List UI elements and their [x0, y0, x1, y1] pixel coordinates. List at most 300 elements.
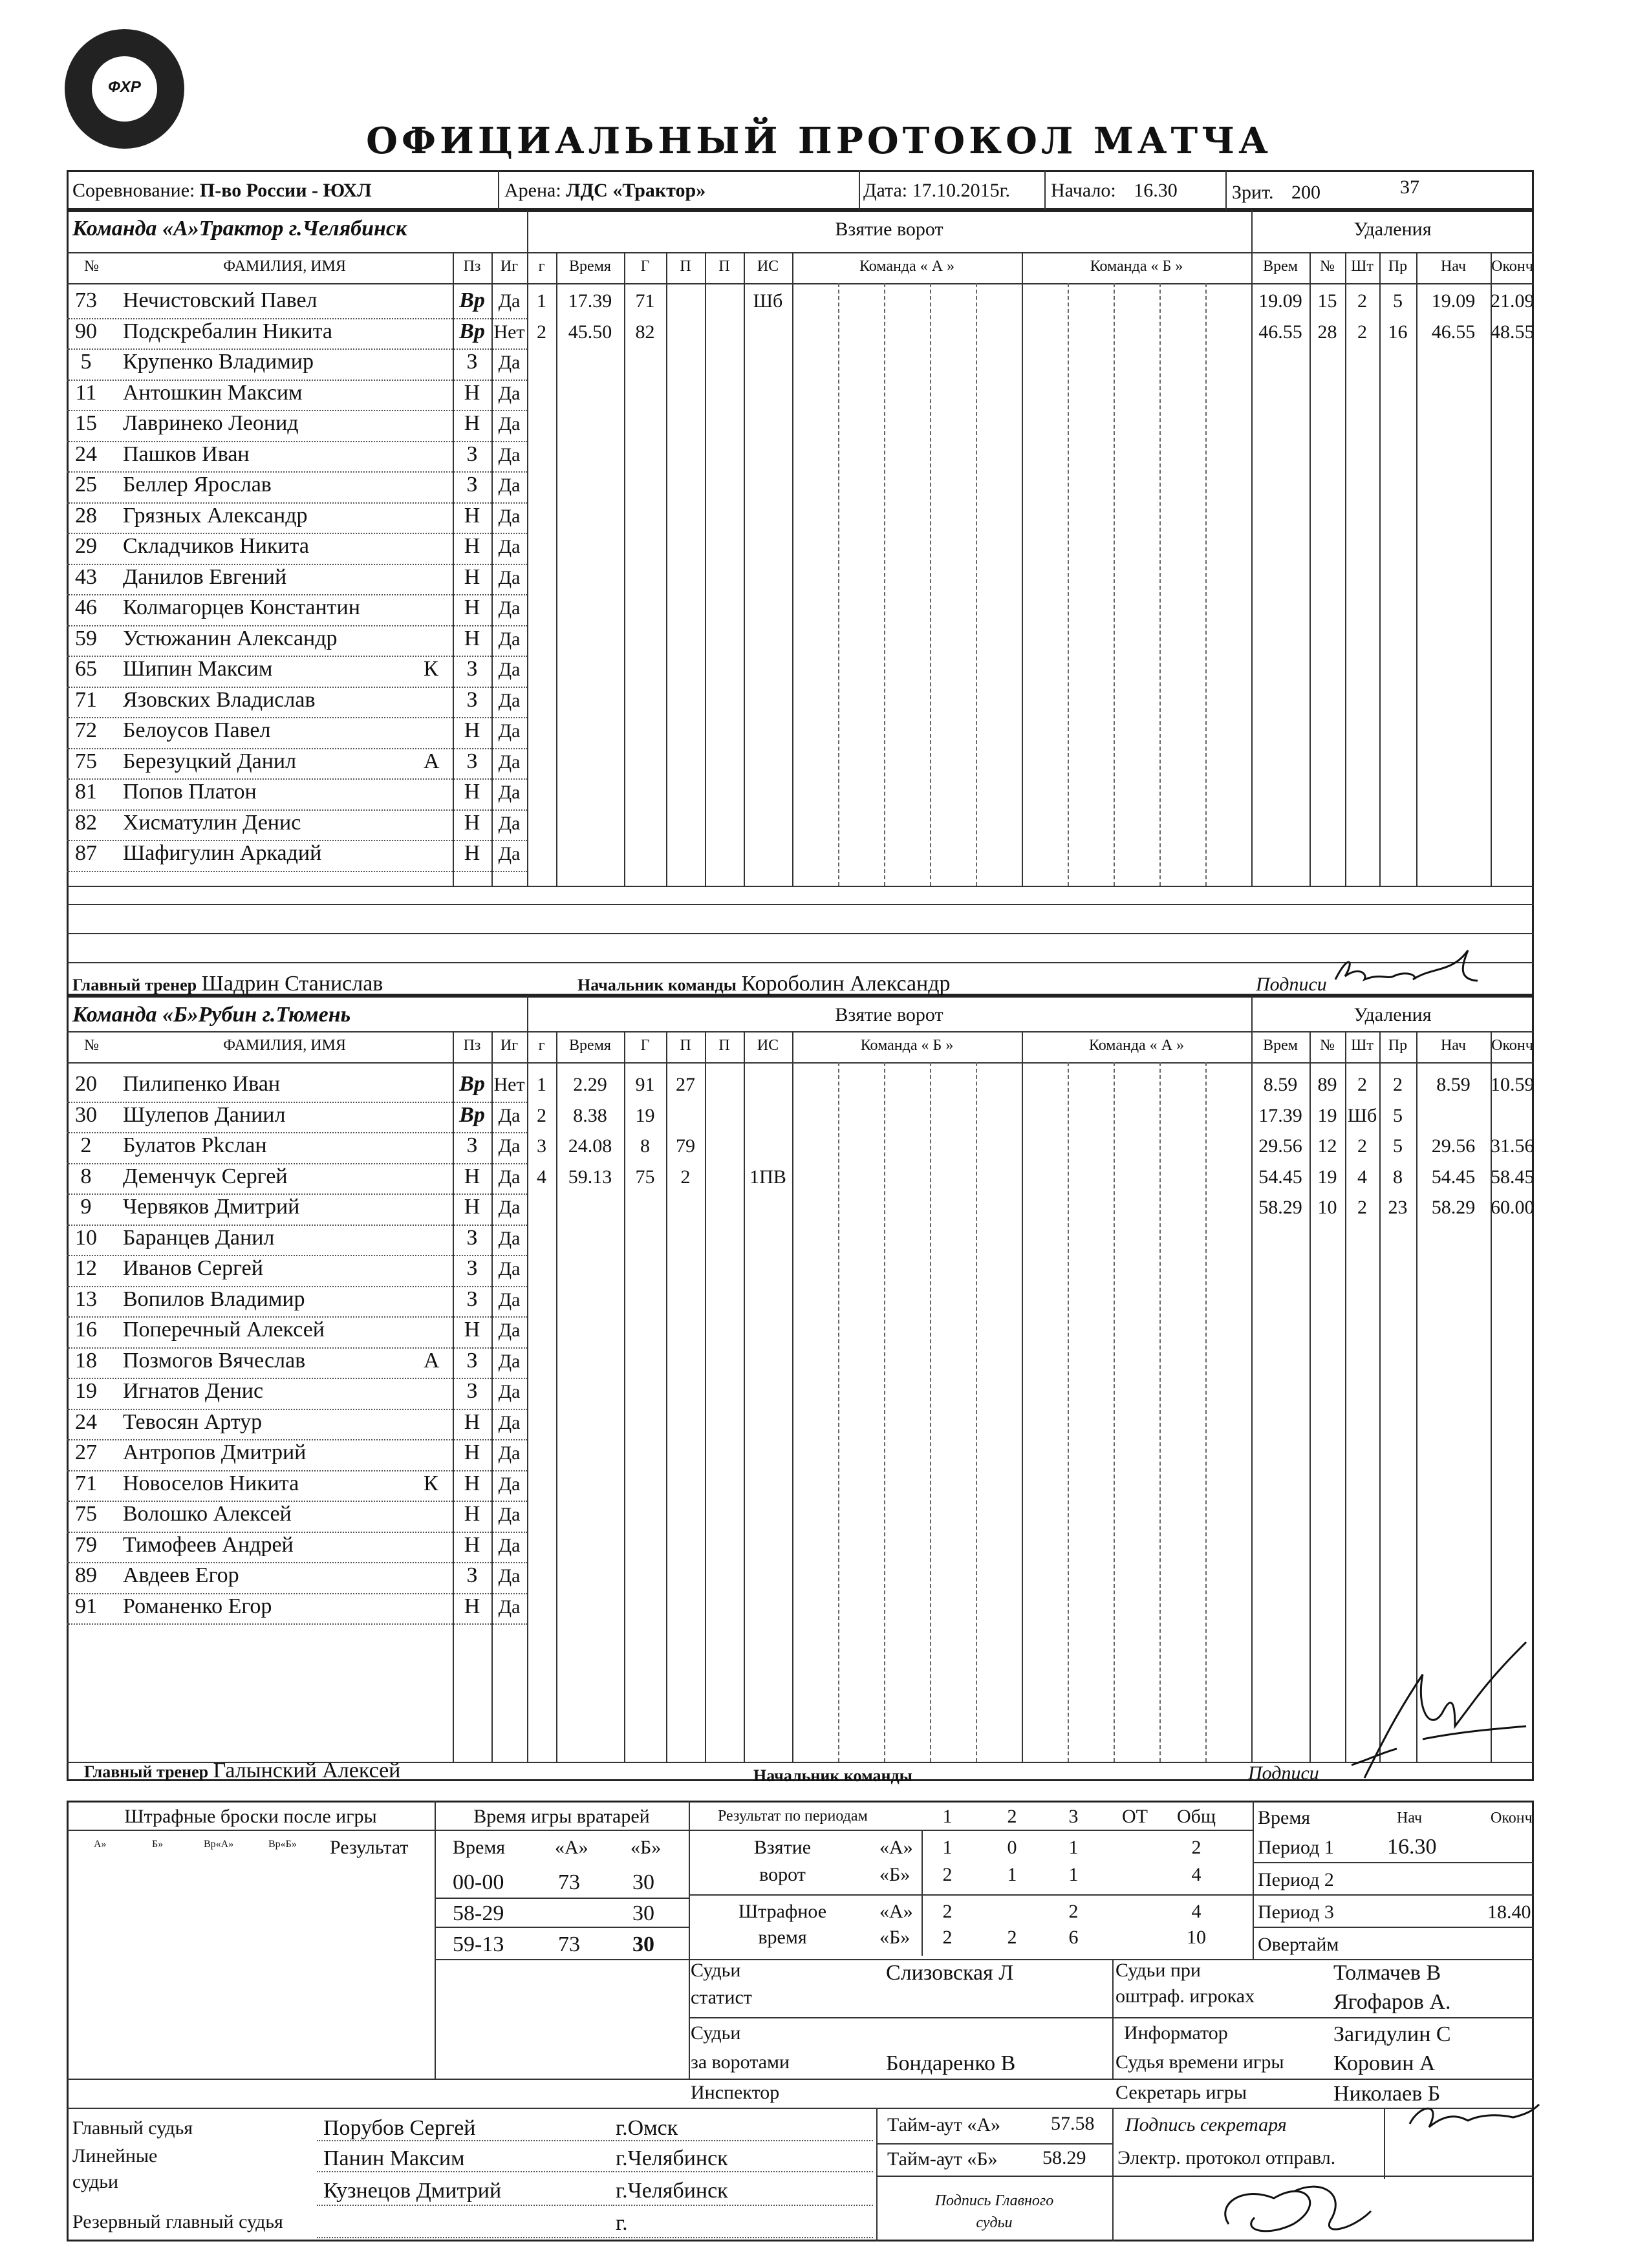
- e-protocol-label: Электр. протокол отправл.: [1117, 2147, 1336, 2168]
- col-header-pen-time: Врем: [1263, 258, 1298, 275]
- period-value-pen_a: 4: [1191, 1901, 1202, 1922]
- col-header-p1: П: [680, 258, 691, 275]
- player-name: Крупенко Владимир: [123, 350, 314, 374]
- player-role: А: [424, 1348, 440, 1373]
- player-position: З: [466, 749, 478, 773]
- col-header-pen-start: Нач: [1440, 258, 1467, 275]
- player-number: 87: [75, 841, 97, 865]
- secretary-signature-icon: [1403, 2098, 1546, 2143]
- secretary-sign-label: Подпись секретаря: [1125, 2114, 1287, 2135]
- start-label: Начало:: [1051, 180, 1116, 201]
- penalty-reason: 2: [1393, 1074, 1403, 1095]
- goalie-row-time: 58-29: [453, 1901, 504, 1925]
- player-number: 82: [75, 810, 97, 835]
- team-b-sign-label: Подписи: [1248, 1762, 1319, 1784]
- grid-dash: [1068, 283, 1069, 886]
- player-position: З: [466, 1225, 478, 1250]
- grid-dash: [1205, 1062, 1207, 1762]
- player-name: Позмогов Вячеслав: [123, 1348, 306, 1373]
- player-played: Да: [498, 1227, 521, 1249]
- goal-assist-1: 79: [676, 1135, 695, 1157]
- player-position: Н: [464, 503, 480, 528]
- player-position: Н: [464, 1502, 480, 1526]
- penalty-time: 46.55: [1258, 321, 1302, 343]
- col-header-is: ИС: [757, 258, 779, 275]
- spectators: 200: [1291, 182, 1320, 203]
- player-position: Вр: [459, 288, 485, 312]
- player-position: Н: [464, 411, 480, 435]
- col-header-pen-sht: Шт: [1351, 258, 1374, 275]
- goal-number: 3: [537, 1135, 546, 1157]
- player-played: Да: [498, 628, 521, 650]
- period-value-pen_a: 2: [1068, 1901, 1079, 1922]
- goalie-col-time: Время: [453, 1837, 506, 1858]
- period-team-label: «Б»: [879, 1864, 911, 1885]
- player-position: З: [466, 1287, 478, 1311]
- grid-line: [744, 252, 745, 886]
- timeout-b-label: Тайм-аут «Б»: [887, 2148, 998, 2170]
- penalty-reason: 5: [1393, 1104, 1403, 1126]
- grid-dash: [884, 283, 885, 886]
- grid-line: [705, 1031, 706, 1762]
- col-header-p1: П: [680, 1037, 691, 1054]
- timeout-b: 58.29: [1042, 2147, 1086, 2168]
- line-referee-2: Кузнецов Дмитрий: [323, 2179, 502, 2203]
- player-number: 13: [75, 1287, 97, 1311]
- player-name: Данилов Евгений: [123, 564, 287, 589]
- goalie-row-a: 73: [558, 1870, 580, 1894]
- period-value-pen_b: 2: [942, 1927, 953, 1948]
- period-value-goals_a: 1: [942, 1837, 953, 1858]
- player-played: Да: [498, 597, 521, 619]
- timekeeper: Коровин А: [1333, 2051, 1436, 2075]
- penalty-time: 58.29: [1258, 1197, 1302, 1218]
- arena: ЛДС «Трактор»: [566, 180, 706, 201]
- player-role: К: [424, 657, 438, 681]
- player-played: Да: [498, 659, 521, 680]
- player-played: Да: [498, 751, 521, 773]
- main-ref-sign-label-1: Подпись Главного: [934, 2192, 1054, 2209]
- pen-box-label-1: Судьи при: [1115, 1960, 1201, 1981]
- goalie-row-a: 73: [558, 1932, 580, 1956]
- player-name: Баранцев Данил: [123, 1225, 275, 1250]
- player-position: Н: [464, 1318, 480, 1342]
- goal-scorer: 8: [640, 1135, 650, 1157]
- timekeeper-label: Судья времени игры: [1115, 2051, 1284, 2073]
- player-name: Хисматулин Денис: [123, 810, 301, 835]
- player-position: Вр: [459, 319, 485, 343]
- player-number: 71: [75, 687, 97, 712]
- period-col-4: Общ: [1176, 1806, 1216, 1827]
- page-title: ОФИЦИАЛЬНЫЙ ПРОТОКОЛ МАТЧА: [366, 120, 1272, 162]
- player-name: Антошкин Максим: [123, 380, 303, 405]
- grid-dash: [930, 1062, 931, 1762]
- player-number: 43: [75, 564, 97, 589]
- line-referees-label-2: судьи: [72, 2171, 119, 2192]
- penalty-player: 12: [1317, 1135, 1337, 1157]
- period-col-2: 3: [1068, 1806, 1079, 1827]
- timetable-row-start: 16.30: [1387, 1835, 1437, 1859]
- player-position: Н: [464, 1409, 480, 1434]
- spectators-label: Зрит.: [1232, 182, 1274, 203]
- period-value-goals_a: 1: [1068, 1837, 1079, 1858]
- player-played: Да: [498, 352, 521, 373]
- player-position: З: [466, 1379, 478, 1403]
- penalty-end: 31.56: [1491, 1135, 1535, 1157]
- player-name: Грязных Александр: [123, 503, 308, 528]
- period-col-3: ОТ: [1122, 1806, 1148, 1827]
- team-a-chief: Короболин Александр: [741, 972, 951, 996]
- player-played: Да: [498, 812, 521, 834]
- penalty-start: 29.56: [1431, 1135, 1476, 1157]
- player-name: Деменчук Сергей: [123, 1164, 288, 1188]
- main-referee-city: г.Омск: [616, 2116, 678, 2140]
- goalie-col-a: «А»: [555, 1837, 588, 1858]
- grid-line: [1022, 252, 1023, 886]
- grid-dash: [838, 283, 839, 886]
- secretary: Николаев Б: [1333, 2082, 1441, 2106]
- periods-title: Результат по периодам: [718, 1808, 868, 1824]
- inspector-label: Инспектор: [691, 2082, 780, 2103]
- line-referee-2-city: г.Челябинск: [616, 2179, 728, 2203]
- col-header-pen-num: №: [1320, 1037, 1335, 1054]
- player-name: Булатов Рkслан: [123, 1133, 267, 1157]
- shootout-col-gk-a: Вр«А»: [204, 1839, 234, 1850]
- date: 17.10.2015г.: [912, 180, 1011, 201]
- period-value-pen_b: 2: [1007, 1927, 1017, 1948]
- player-position: Вр: [459, 1072, 485, 1096]
- penalty-reason: 5: [1393, 290, 1403, 312]
- col-header-pen-pr: Пр: [1388, 1037, 1408, 1054]
- player-name: Подскребалин Никита: [123, 319, 332, 343]
- team-b-goals-label: Взятие ворот: [835, 1004, 943, 1025]
- main-referee: Порубов Сергей: [323, 2116, 476, 2140]
- team-a-signature-icon: [1329, 941, 1491, 999]
- grid-dash: [1114, 283, 1115, 886]
- player-played: Да: [498, 1166, 521, 1188]
- player-position: Н: [464, 841, 480, 865]
- player-number: 27: [75, 1440, 97, 1464]
- goal-scorer: 82: [635, 321, 655, 343]
- player-number: 19: [75, 1379, 97, 1403]
- goal-judges: Бондаренко В: [886, 2051, 1016, 2075]
- player-number: 81: [75, 780, 97, 804]
- player-name: Лавринеко Леонид: [123, 411, 299, 435]
- goal-time: 2.29: [573, 1074, 607, 1095]
- player-name: Романенко Егор: [123, 1594, 272, 1618]
- player-name: Шафигулин Аркадий: [123, 841, 322, 865]
- player-position: Н: [464, 534, 480, 558]
- goal-time: 24.08: [568, 1135, 612, 1157]
- player-number: 24: [75, 1409, 97, 1434]
- col-header-g: г: [538, 1037, 545, 1054]
- col-header-pen-start: Нач: [1440, 1037, 1467, 1054]
- row-line: [67, 1623, 527, 1625]
- team-a-coach-label: Главный тренер: [72, 976, 197, 994]
- grid-line: [666, 252, 667, 886]
- line-referee-1-city: г.Челябинск: [616, 2146, 728, 2170]
- player-position: Н: [464, 595, 480, 619]
- col-header-goal: Г: [640, 258, 650, 275]
- col-header-time: Время: [569, 258, 611, 275]
- pen-box-b: Ягофаров А.: [1333, 1990, 1451, 2014]
- timetable-col-end: Оконч: [1491, 1810, 1533, 1826]
- goal-scorer: 19: [635, 1104, 655, 1126]
- periods-goals-label-1: Взятие: [753, 1837, 812, 1858]
- period-value-pen_b: 6: [1068, 1927, 1079, 1948]
- penalty-player: 15: [1317, 290, 1337, 312]
- player-position: Н: [464, 718, 480, 742]
- goal-scorer: 71: [635, 290, 655, 312]
- timetable-row-label: Период 1: [1258, 1837, 1334, 1858]
- grid-line: [1379, 252, 1381, 886]
- player-played: Да: [498, 444, 521, 465]
- col-header-pen-end: Оконч: [1491, 258, 1533, 275]
- player-number: 5: [80, 350, 92, 374]
- penalty-start: 8.59: [1436, 1074, 1471, 1095]
- grid-dash: [884, 1062, 885, 1762]
- player-played: Да: [498, 720, 521, 742]
- player-name: Складчиков Никита: [123, 534, 310, 558]
- shootout-col-gk-b: Вр«Б»: [268, 1839, 297, 1850]
- player-position: Н: [464, 626, 480, 650]
- start-time: 16.30: [1134, 180, 1178, 201]
- goalie-col-b: «Б»: [630, 1837, 662, 1858]
- goalie-time-title: Время игры вратарей: [473, 1806, 650, 1827]
- player-name: Тевосян Артур: [123, 1409, 263, 1434]
- player-number: 71: [75, 1471, 97, 1495]
- shootout-result-label: Результат: [330, 1837, 409, 1858]
- col-header-p2: П: [718, 1037, 730, 1054]
- main-referee-signature-icon: [1216, 2166, 1384, 2243]
- player-position: З: [466, 687, 478, 712]
- timetable-row-end: 18.40: [1487, 1901, 1531, 1923]
- goalie-row-b: 30: [632, 1932, 654, 1956]
- player-name: Иванов Сергей: [123, 1256, 263, 1280]
- period-team-label: «А»: [879, 1901, 913, 1922]
- player-position: Н: [464, 780, 480, 804]
- team-b-coach: Галынский Алексей: [213, 1759, 401, 1782]
- penalty-end: 58.45: [1491, 1166, 1535, 1188]
- player-number: 11: [75, 380, 97, 405]
- player-number: 16: [75, 1318, 97, 1342]
- grid-dash: [1068, 1062, 1069, 1762]
- grid-line: [792, 252, 793, 886]
- grid-dash: [838, 1062, 839, 1762]
- grid-line: [624, 252, 625, 886]
- team-a-title: Команда «А»Трактор г.Челябинск: [72, 217, 407, 241]
- team-b-chief-label: Начальник команды: [753, 1766, 912, 1785]
- penalty-end: 60.00: [1491, 1197, 1535, 1218]
- col-header-num: №: [84, 258, 99, 275]
- grid-line: [1491, 252, 1492, 886]
- goal-scorer: 91: [635, 1074, 655, 1095]
- player-played: Да: [498, 1135, 521, 1157]
- player-number: 30: [75, 1102, 97, 1127]
- goal-time: 17.39: [568, 290, 612, 312]
- main-ref-sign-label-2: судьи: [976, 2214, 1013, 2231]
- goalie-row-time: 59-13: [453, 1932, 504, 1956]
- player-number: 15: [75, 411, 97, 435]
- col-header-played: Иг: [500, 1037, 519, 1054]
- player-played: Да: [498, 475, 521, 496]
- player-number: 59: [75, 626, 97, 650]
- col-header-pen-time: Врем: [1263, 1037, 1298, 1054]
- col-header-pos: Пз: [463, 258, 481, 275]
- player-played: Да: [498, 843, 521, 864]
- grid-dash: [1159, 283, 1161, 886]
- player-position: Н: [464, 810, 480, 835]
- penalty-minutes: 2: [1357, 1074, 1367, 1095]
- player-position: З: [466, 1256, 478, 1280]
- team-a-sign-label: Подписи: [1256, 974, 1327, 995]
- player-name: Тимофеев Андрей: [123, 1532, 294, 1557]
- grid-dash: [930, 283, 931, 886]
- player-position: Н: [464, 1532, 480, 1557]
- penalty-end: 10.59: [1491, 1074, 1535, 1095]
- player-name: Беллер Ярослав: [123, 473, 272, 497]
- timetable-col-start: Нач: [1397, 1810, 1423, 1826]
- player-played: Да: [498, 1197, 521, 1218]
- penalty-reason: 8: [1393, 1166, 1403, 1188]
- grid-line: [705, 252, 706, 886]
- player-name: Антропов Дмитрий: [123, 1440, 307, 1464]
- penalty-minutes: 2: [1357, 1135, 1367, 1157]
- player-played: Да: [498, 1534, 521, 1556]
- line-referees-label-1: Линейные: [72, 2145, 158, 2166]
- player-played: Да: [498, 1320, 521, 1341]
- penalty-player: 89: [1317, 1074, 1337, 1095]
- col-header-team1: Команда « Б »: [860, 1037, 954, 1054]
- player-played: Да: [498, 1258, 521, 1279]
- penalty-minutes: 2: [1357, 290, 1367, 312]
- timeout-a: 57.58: [1051, 2113, 1095, 2134]
- periods-pen-label-2: время: [758, 1927, 807, 1948]
- col-header-num: №: [84, 1037, 99, 1054]
- col-header-time: Время: [569, 1037, 611, 1054]
- penalty-time: 17.39: [1258, 1104, 1302, 1126]
- penalty-time: 54.45: [1258, 1166, 1302, 1188]
- player-number: 79: [75, 1532, 97, 1557]
- timetable-col-time: Время: [1258, 1807, 1311, 1828]
- penalty-time: 19.09: [1258, 290, 1302, 312]
- informer-label: Информатор: [1124, 2022, 1228, 2044]
- team-b-coach-label: Главный тренер: [84, 1762, 209, 1781]
- penalty-reason: 23: [1388, 1197, 1408, 1218]
- periods-pen-label-1: Штрафное: [738, 1901, 827, 1922]
- player-played: Да: [498, 1289, 521, 1311]
- player-name: Авдеев Егор: [123, 1563, 239, 1587]
- player-played: Да: [498, 1596, 521, 1618]
- player-position: З: [466, 350, 478, 374]
- logo-text: ФХР: [108, 78, 141, 96]
- player-name: Попов Платон: [123, 780, 257, 804]
- grid-dash: [1159, 1062, 1161, 1762]
- goal-judges-label-2: за воротами: [691, 2051, 790, 2073]
- reserve-referee-city: г.: [616, 2211, 628, 2235]
- timetable-row-label: Период 3: [1258, 1901, 1334, 1923]
- pen-box-label-2: оштраф. игроках: [1115, 1985, 1255, 2007]
- player-position: З: [466, 473, 478, 497]
- player-number: 28: [75, 503, 97, 528]
- col-header-played: Иг: [500, 258, 519, 275]
- period-col-1: 2: [1007, 1806, 1017, 1827]
- player-name: Березуцкий Данил: [123, 749, 297, 773]
- col-header-pen-pr: Пр: [1388, 258, 1408, 275]
- team-a-coach: Шадрин Станислав: [201, 972, 383, 996]
- period-value-goals_a: 2: [1191, 1837, 1202, 1858]
- player-number: 2: [80, 1133, 92, 1157]
- grid-dash: [976, 1062, 977, 1762]
- player-position: Н: [464, 1195, 480, 1219]
- judges-stat-label-1: Судьи: [691, 1960, 741, 1981]
- player-position: Н: [464, 1471, 480, 1495]
- grid-line: [792, 1031, 793, 1762]
- player-position: З: [466, 1563, 478, 1587]
- player-played: Да: [498, 566, 521, 588]
- line-referee-1: Панин Максим: [323, 2146, 465, 2170]
- goal-time: 59.13: [568, 1166, 612, 1188]
- arena-label: Арена:: [504, 180, 561, 201]
- grid-line: [1345, 252, 1346, 886]
- player-name: Нечистовский Павел: [123, 288, 318, 312]
- penalty-time: 8.59: [1263, 1074, 1298, 1095]
- player-name: Волошко Алексей: [123, 1502, 292, 1526]
- player-number: 29: [75, 534, 97, 558]
- penalty-player: 19: [1317, 1166, 1337, 1188]
- player-number: 75: [75, 1502, 97, 1526]
- penalty-start: 46.55: [1431, 321, 1476, 343]
- player-position: Н: [464, 380, 480, 405]
- col-header-g: г: [538, 258, 545, 275]
- shootout-col-b: Б»: [152, 1839, 164, 1850]
- goal-situation: Шб: [753, 290, 783, 312]
- reserve-referee-label: Резервный главный судья: [72, 2211, 283, 2232]
- col-header-team1: Команда « А »: [859, 258, 955, 275]
- timetable-row-label: Овертайм: [1258, 1934, 1339, 1955]
- goal-scorer: 75: [635, 1166, 655, 1188]
- player-name: Язовских Владислав: [123, 687, 316, 712]
- col-header-pos: Пз: [463, 1037, 481, 1054]
- col-header-p2: П: [718, 258, 730, 275]
- penalty-reason: 16: [1388, 321, 1408, 343]
- player-played: Да: [498, 782, 521, 803]
- player-played: Да: [498, 1104, 521, 1126]
- penalty-start: 54.45: [1431, 1166, 1476, 1188]
- timetable-row-label: Период 2: [1258, 1869, 1334, 1890]
- player-number: 73: [75, 288, 97, 312]
- goalie-row-b: 30: [632, 1901, 654, 1925]
- penalty-player: 10: [1317, 1197, 1337, 1218]
- penalty-start: 58.29: [1431, 1197, 1476, 1218]
- player-number: 24: [75, 442, 97, 466]
- player-number: 90: [75, 319, 97, 343]
- player-played: Да: [498, 413, 521, 434]
- player-number: 72: [75, 718, 97, 742]
- team-a-chief-label: Начальник команды: [577, 976, 737, 994]
- period-team-label: «А»: [879, 1837, 913, 1858]
- period-value-goals_b: 1: [1007, 1864, 1017, 1885]
- goalie-row-time: 00-00: [453, 1870, 504, 1894]
- player-played: Да: [498, 290, 521, 312]
- player-number: 10: [75, 1225, 97, 1250]
- goal-assist-1: 27: [676, 1074, 695, 1095]
- main-referee-label: Главный судья: [72, 2117, 193, 2139]
- player-played: Да: [498, 1381, 521, 1402]
- player-number: 20: [75, 1072, 97, 1096]
- row-line: [67, 871, 527, 872]
- penalty-time: 29.56: [1258, 1135, 1302, 1157]
